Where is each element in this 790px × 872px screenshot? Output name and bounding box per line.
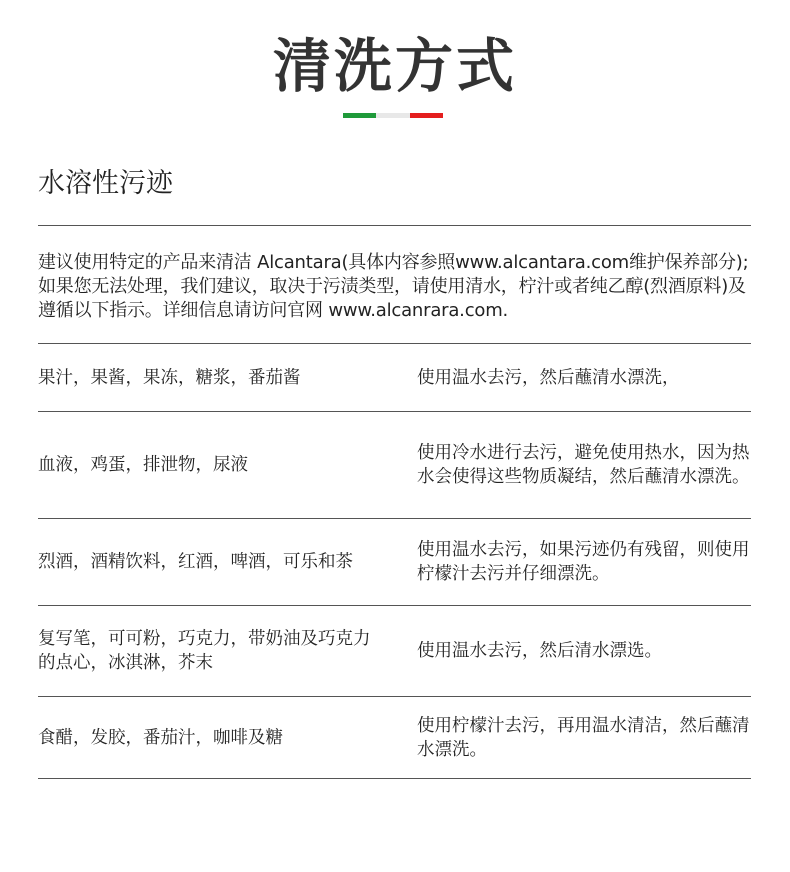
- stain-type: 复写笔，可可粉，巧克力，带奶油及巧克力的点心，冰淇淋，芥末: [38, 629, 371, 673]
- cleaning-method: 使用温水去污，如果污迹仍有残留，则使用柠檬汁去污并仔细漂洗。: [417, 540, 750, 584]
- intro-paragraph: 建议使用特定的产品来清洁 Alcantara(具体内容参照www.alcantara.com维护保养部分);如果您无法处理，我们建议，取决于污渍类型，请使用清水，柠汁或者纯乙醇(烈酒原料)及遵循以下指示。详细信息请访问官网 www.alcanrara.com.: [38, 252, 749, 321]
- flag-stripe-red: [410, 113, 443, 118]
- stain-type: 果汁，果酱，果冻，糖浆，番茄酱: [38, 367, 301, 388]
- cleaning-method: 使用冷水进行去污，避免使用热水，因为热水会使得这些物质凝结，然后蘸清水漂洗。: [417, 443, 750, 487]
- divider: [38, 225, 751, 226]
- stain-type: 食醋，发胶，番茄汁，咖啡及糖: [38, 727, 283, 748]
- cleaning-method: 使用温水去污，然后蘸清水漂洗，: [417, 367, 680, 388]
- divider: [38, 778, 751, 779]
- table-row: [38, 344, 760, 411]
- page-title: 清洗方式: [272, 32, 517, 100]
- table-row: [38, 519, 760, 605]
- section-heading: 水溶性污迹: [38, 168, 173, 199]
- cleaning-method: 使用温水去污，然后清水漂选。: [417, 641, 662, 661]
- cleaning-method: 使用柠檬汁去污，再用温水清洁，然后蘸清水漂洗。: [417, 715, 750, 760]
- flag-stripe-green: [343, 113, 376, 118]
- italian-flag-bar: [343, 113, 443, 118]
- stain-type: 烈酒，酒精饮料，红酒，啤酒，可乐和茶: [38, 552, 353, 572]
- stain-type: 血液，鸡蛋，排泄物，尿液: [38, 455, 248, 475]
- table-row: [38, 697, 760, 778]
- table-row: [38, 412, 760, 518]
- table-row: [38, 606, 760, 696]
- flag-stripe-white: [376, 113, 409, 118]
